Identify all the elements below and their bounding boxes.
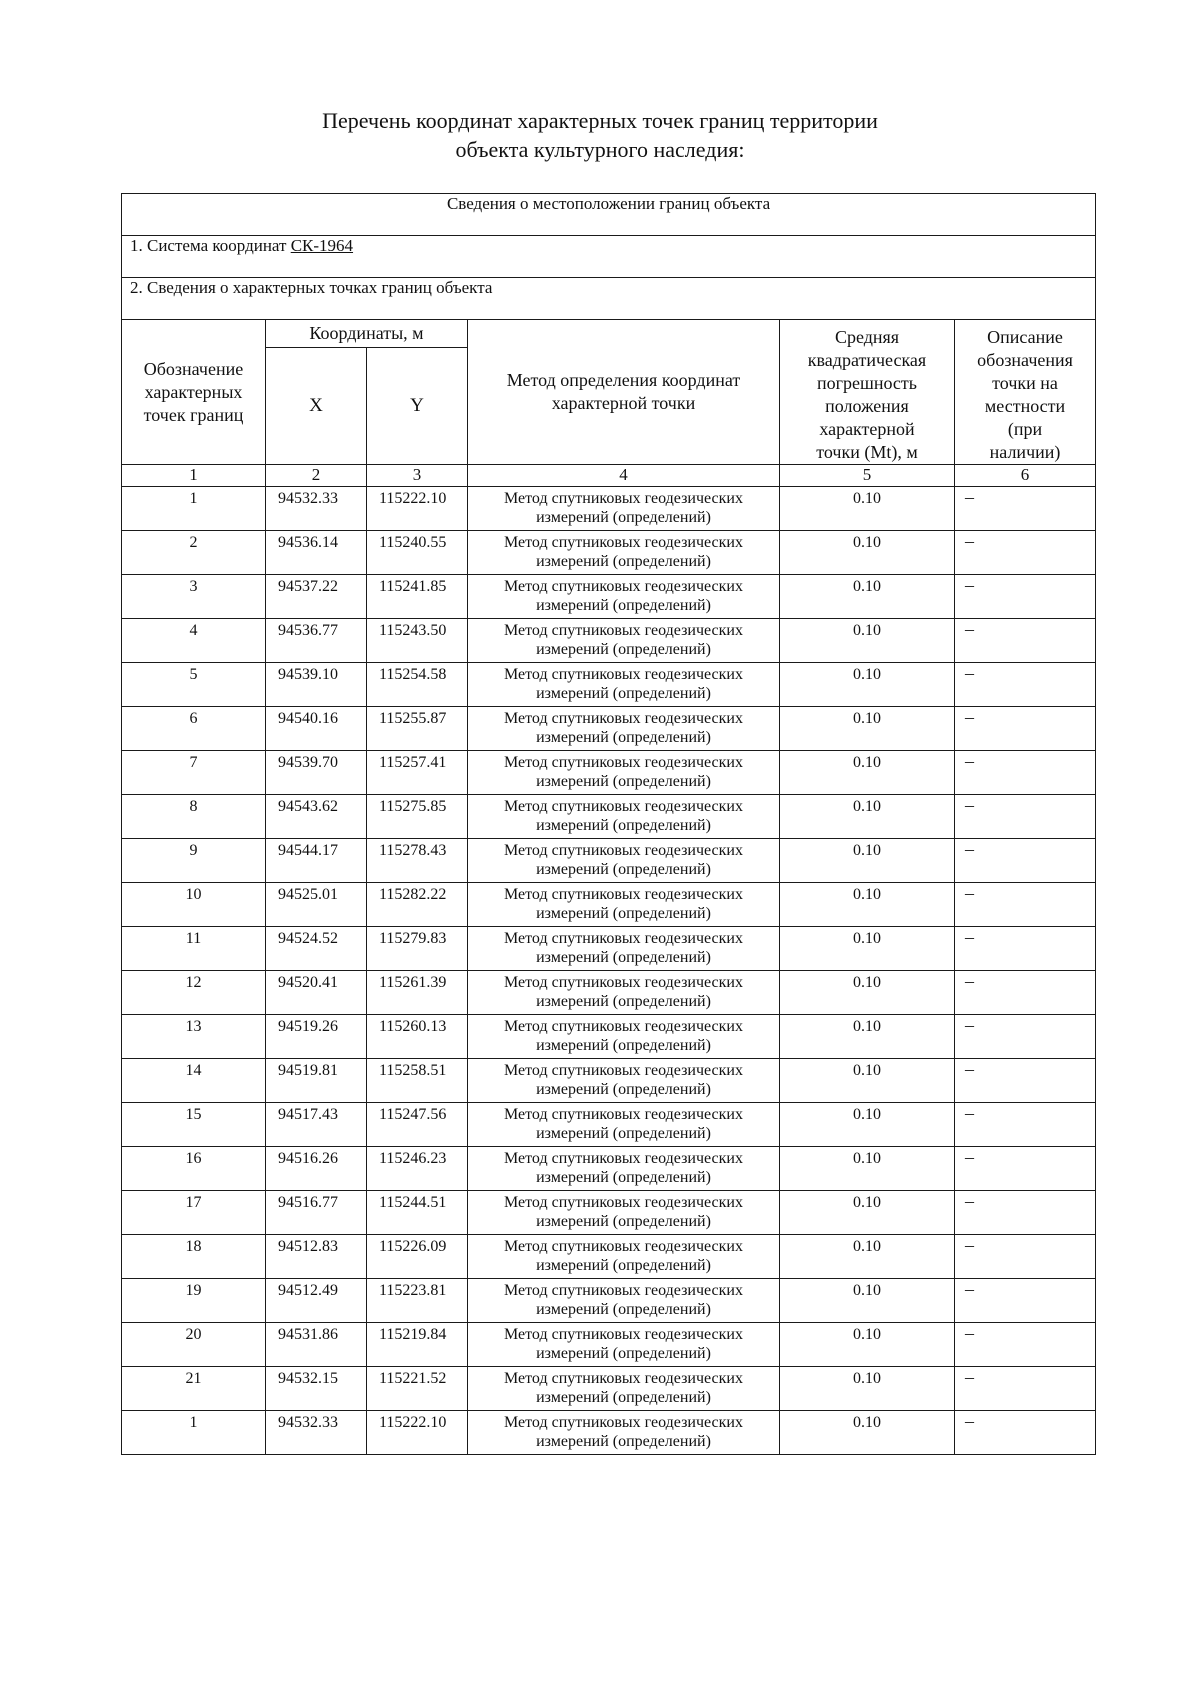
description-cell: – [955, 1411, 1096, 1455]
col-point-header-line: характерных [144, 381, 243, 402]
error-cell: 0.10 [780, 839, 955, 883]
method-line: измерений (определений) [536, 861, 711, 878]
method-line: Метод спутниковых геодезических [504, 754, 743, 771]
y-coordinate-cell: 115240.55 [367, 531, 468, 575]
table-row [122, 1015, 1096, 1059]
method-cell [468, 1191, 780, 1235]
method-cell [468, 619, 780, 663]
table-row [122, 1323, 1096, 1367]
method-line: Метод спутниковых геодезических [504, 578, 743, 595]
table-row [122, 663, 1096, 707]
method-line: измерений (определений) [536, 949, 711, 966]
y-coordinate-cell: 115222.10 [367, 1411, 468, 1455]
method-line: измерений (определений) [536, 1125, 711, 1142]
method-line: измерений (определений) [536, 641, 711, 658]
method-line: Метод спутниковых геодезических [504, 1238, 743, 1255]
method-cell [468, 1015, 780, 1059]
document-title [0, 106, 1200, 164]
error-cell: 0.10 [780, 663, 955, 707]
col-error-header-line: квадратическая [807, 350, 927, 370]
y-coordinate-cell: 115244.51 [367, 1191, 468, 1235]
error-cell: 0.10 [780, 575, 955, 619]
error-cell: 0.10 [780, 1191, 955, 1235]
y-coordinate-cell: 115278.43 [367, 839, 468, 883]
table-row [122, 1367, 1096, 1411]
column-number: 6 [955, 465, 1096, 487]
col-desc-header-line: обозначения [977, 350, 1073, 370]
table-row [122, 883, 1096, 927]
table-row [122, 751, 1096, 795]
table-row [122, 927, 1096, 971]
coordinates-table [121, 193, 1096, 1455]
method-cell [468, 1411, 780, 1455]
error-cell: 0.10 [780, 1147, 955, 1191]
col-error-header-line: точки (Mt), м [816, 442, 918, 462]
error-cell: 0.10 [780, 1235, 955, 1279]
x-coordinate-cell: 94543.62 [266, 795, 367, 839]
description-cell: – [955, 707, 1096, 751]
error-cell: 0.10 [780, 619, 955, 663]
method-cell [468, 1147, 780, 1191]
point-id-cell: 21 [122, 1367, 266, 1411]
table-row [122, 1411, 1096, 1455]
method-line: измерений (определений) [536, 553, 711, 570]
description-cell: – [955, 1279, 1096, 1323]
description-cell: – [955, 839, 1096, 883]
error-cell: 0.10 [780, 707, 955, 751]
method-line: измерений (определений) [536, 1345, 711, 1362]
method-line: Метод спутниковых геодезических [504, 1414, 743, 1431]
method-line: Метод спутниковых геодезических [504, 798, 743, 815]
table-row [122, 1103, 1096, 1147]
method-line: Метод спутниковых геодезических [504, 930, 743, 947]
x-coordinate-cell: 94536.14 [266, 531, 367, 575]
method-line: измерений (определений) [536, 1257, 711, 1274]
y-coordinate-cell: 115219.84 [367, 1323, 468, 1367]
y-coordinate-cell: 115255.87 [367, 707, 468, 751]
x-coordinate-cell: 94539.70 [266, 751, 367, 795]
method-line: измерений (определений) [536, 1169, 711, 1186]
column-header-row [122, 320, 1096, 348]
description-cell: – [955, 1235, 1096, 1279]
column-number: 4 [468, 465, 780, 487]
description-cell: – [955, 1191, 1096, 1235]
column-number: 5 [780, 465, 955, 487]
point-id-cell: 6 [122, 707, 266, 751]
error-cell: 0.10 [780, 795, 955, 839]
col-point-header [122, 320, 266, 465]
error-cell: 0.10 [780, 1015, 955, 1059]
col-method-header-line: Метод определения координат [506, 370, 741, 390]
point-id-cell: 18 [122, 1235, 266, 1279]
method-cell [468, 707, 780, 751]
method-line: измерений (определений) [536, 1301, 711, 1318]
x-coordinate-cell: 94524.52 [266, 927, 367, 971]
point-id-cell: 20 [122, 1323, 266, 1367]
method-cell [468, 1235, 780, 1279]
method-line: измерений (определений) [536, 597, 711, 614]
method-cell [468, 971, 780, 1015]
y-coordinate-cell: 115282.22 [367, 883, 468, 927]
x-coordinate-cell: 94519.26 [266, 1015, 367, 1059]
description-cell: – [955, 1103, 1096, 1147]
method-cell [468, 487, 780, 531]
method-line: измерений (определений) [536, 729, 711, 746]
description-cell: – [955, 927, 1096, 971]
col-error-header-line: Средняя [834, 327, 900, 347]
method-cell [468, 1059, 780, 1103]
method-cell [468, 1323, 780, 1367]
description-cell: – [955, 531, 1096, 575]
section-header-row [122, 194, 1096, 236]
col-y-header: Y [367, 347, 468, 464]
table-row [122, 487, 1096, 531]
method-cell [468, 839, 780, 883]
point-id-cell: 13 [122, 1015, 266, 1059]
method-cell [468, 575, 780, 619]
description-cell: – [955, 663, 1096, 707]
method-line: измерений (определений) [536, 1037, 711, 1054]
col-x-header: X [266, 347, 367, 464]
x-coordinate-cell: 94512.49 [266, 1279, 367, 1323]
column-number: 3 [367, 465, 468, 487]
x-coordinate-cell: 94525.01 [266, 883, 367, 927]
col-point-header-line: точек границ [143, 404, 244, 425]
document-title-line-1: Перечень координат характерных точек границ территории [322, 108, 878, 133]
method-line: Метод спутниковых геодезических [504, 1282, 743, 1299]
description-cell: – [955, 883, 1096, 927]
section-header: Сведения о местоположении границ объекта [122, 194, 1096, 236]
method-cell [468, 927, 780, 971]
description-cell: – [955, 1367, 1096, 1411]
method-line: измерений (определений) [536, 1389, 711, 1406]
x-coordinate-cell: 94540.16 [266, 707, 367, 751]
x-coordinate-cell: 94519.81 [266, 1059, 367, 1103]
method-line: измерений (определений) [536, 993, 711, 1010]
document-title-line-2: объекта культурного наследия: [455, 137, 745, 162]
method-line: Метод спутниковых геодезических [504, 1150, 743, 1167]
point-id-cell: 4 [122, 619, 266, 663]
table-row [122, 971, 1096, 1015]
table-row [122, 839, 1096, 883]
method-line: Метод спутниковых геодезических [504, 1062, 743, 1079]
col-method-header [468, 320, 780, 465]
description-cell: – [955, 1059, 1096, 1103]
error-cell: 0.10 [780, 487, 955, 531]
method-line: измерений (определений) [536, 773, 711, 790]
x-coordinate-cell: 94532.33 [266, 487, 367, 531]
point-id-cell: 11 [122, 927, 266, 971]
point-id-cell: 16 [122, 1147, 266, 1191]
point-id-cell: 14 [122, 1059, 266, 1103]
method-line: Метод спутниковых геодезических [504, 1194, 743, 1211]
method-cell [468, 1279, 780, 1323]
y-coordinate-cell: 115246.23 [367, 1147, 468, 1191]
point-id-cell: 8 [122, 795, 266, 839]
coord-system [122, 236, 1096, 278]
table-row [122, 1235, 1096, 1279]
method-line: измерений (определений) [536, 1081, 711, 1098]
error-cell: 0.10 [780, 927, 955, 971]
description-cell: – [955, 1323, 1096, 1367]
table-row [122, 707, 1096, 751]
method-line: измерений (определений) [536, 905, 711, 922]
x-coordinate-cell: 94512.83 [266, 1235, 367, 1279]
method-line: Метод спутниковых геодезических [504, 666, 743, 683]
x-coordinate-cell: 94539.10 [266, 663, 367, 707]
error-cell: 0.10 [780, 531, 955, 575]
point-id-cell: 9 [122, 839, 266, 883]
col-point-header-line: Обозначение [143, 358, 244, 379]
error-cell: 0.10 [780, 1059, 955, 1103]
points-header: 2. Сведения о характерных точках границ объекта [122, 278, 1096, 320]
column-number: 2 [266, 465, 367, 487]
description-cell: – [955, 619, 1096, 663]
y-coordinate-cell: 115279.83 [367, 927, 468, 971]
table-row [122, 795, 1096, 839]
method-line: Метод спутниковых геодезических [504, 886, 743, 903]
error-cell: 0.10 [780, 1323, 955, 1367]
error-cell: 0.10 [780, 1367, 955, 1411]
method-line: Метод спутниковых геодезических [504, 710, 743, 727]
y-coordinate-cell: 115221.52 [367, 1367, 468, 1411]
col-desc-header-line: наличии) [989, 442, 1061, 462]
error-cell: 0.10 [780, 1279, 955, 1323]
method-line: Метод спутниковых геодезических [504, 534, 743, 551]
point-id-cell: 2 [122, 531, 266, 575]
column-number: 1 [122, 465, 266, 487]
points-header-row [122, 278, 1096, 320]
method-cell [468, 531, 780, 575]
method-line: Метод спутниковых геодезических [504, 622, 743, 639]
description-cell: – [955, 1015, 1096, 1059]
point-id-cell: 1 [122, 487, 266, 531]
method-cell [468, 1367, 780, 1411]
table-row [122, 1191, 1096, 1235]
point-id-cell: 15 [122, 1103, 266, 1147]
method-line: измерений (определений) [536, 817, 711, 834]
y-coordinate-cell: 115260.13 [367, 1015, 468, 1059]
description-cell: – [955, 487, 1096, 531]
description-cell: – [955, 751, 1096, 795]
point-id-cell: 10 [122, 883, 266, 927]
coord-system-value: СК-1964 [290, 236, 354, 255]
description-cell: – [955, 971, 1096, 1015]
point-id-cell: 5 [122, 663, 266, 707]
method-line: Метод спутниковых геодезических [504, 974, 743, 991]
table-row [122, 531, 1096, 575]
col-desc-header-line: Описание [987, 327, 1063, 347]
method-line: измерений (определений) [536, 1213, 711, 1230]
col-desc-header [955, 320, 1096, 465]
y-coordinate-cell: 115226.09 [367, 1235, 468, 1279]
y-coordinate-cell: 115223.81 [367, 1279, 468, 1323]
x-coordinate-cell: 94536.77 [266, 619, 367, 663]
x-coordinate-cell: 94532.15 [266, 1367, 367, 1411]
method-line: Метод спутниковых геодезических [504, 1326, 743, 1343]
description-cell: – [955, 1147, 1096, 1191]
table-row [122, 1279, 1096, 1323]
y-coordinate-cell: 115257.41 [367, 751, 468, 795]
method-line: Метод спутниковых геодезических [504, 1106, 743, 1123]
method-line: измерений (определений) [536, 1433, 711, 1450]
y-coordinate-cell: 115247.56 [367, 1103, 468, 1147]
error-cell: 0.10 [780, 751, 955, 795]
x-coordinate-cell: 94531.86 [266, 1323, 367, 1367]
y-coordinate-cell: 115222.10 [367, 487, 468, 531]
table-row [122, 1059, 1096, 1103]
point-id-cell: 12 [122, 971, 266, 1015]
point-id-cell: 3 [122, 575, 266, 619]
y-coordinate-cell: 115241.85 [367, 575, 468, 619]
method-line: Метод спутниковых геодезических [504, 1018, 743, 1035]
method-line: измерений (определений) [536, 509, 711, 526]
point-id-cell: 17 [122, 1191, 266, 1235]
error-cell: 0.10 [780, 883, 955, 927]
method-cell [468, 795, 780, 839]
col-desc-header-line: точки на [992, 373, 1058, 393]
x-coordinate-cell: 94517.43 [266, 1103, 367, 1147]
x-coordinate-cell: 94537.22 [266, 575, 367, 619]
col-error-header-line: положения [825, 396, 909, 416]
y-coordinate-cell: 115261.39 [367, 971, 468, 1015]
method-line: Метод спутниковых геодезических [504, 842, 743, 859]
col-method-header-line: характерной точки [551, 393, 696, 413]
y-coordinate-cell: 115243.50 [367, 619, 468, 663]
col-coords-header: Координаты, м [266, 320, 468, 348]
point-id-cell: 1 [122, 1411, 266, 1455]
method-line: Метод спутниковых геодезических [504, 1370, 743, 1387]
col-error-header [780, 320, 955, 465]
x-coordinate-cell: 94516.77 [266, 1191, 367, 1235]
y-coordinate-cell: 115258.51 [367, 1059, 468, 1103]
point-id-cell: 7 [122, 751, 266, 795]
x-coordinate-cell: 94516.26 [266, 1147, 367, 1191]
error-cell: 0.10 [780, 1103, 955, 1147]
method-line: измерений (определений) [536, 685, 711, 702]
table-row [122, 1147, 1096, 1191]
coord-system-row [122, 236, 1096, 278]
point-id-cell: 19 [122, 1279, 266, 1323]
column-number-row [122, 465, 1096, 487]
method-cell [468, 663, 780, 707]
x-coordinate-cell: 94544.17 [266, 839, 367, 883]
method-cell [468, 883, 780, 927]
col-desc-header-line: местности [984, 396, 1066, 416]
table-row [122, 619, 1096, 663]
error-cell: 0.10 [780, 1411, 955, 1455]
description-cell: – [955, 575, 1096, 619]
method-cell [468, 1103, 780, 1147]
error-cell: 0.10 [780, 971, 955, 1015]
y-coordinate-cell: 115275.85 [367, 795, 468, 839]
table-row [122, 575, 1096, 619]
col-error-header-line: погрешность [816, 373, 917, 393]
col-desc-header-line: (при [1007, 419, 1043, 439]
x-coordinate-cell: 94520.41 [266, 971, 367, 1015]
x-coordinate-cell: 94532.33 [266, 1411, 367, 1455]
method-line: Метод спутниковых геодезических [504, 490, 743, 507]
y-coordinate-cell: 115254.58 [367, 663, 468, 707]
method-cell [468, 751, 780, 795]
description-cell: – [955, 795, 1096, 839]
coord-system-prefix: 1. Система координат [130, 236, 291, 255]
col-error-header-line: характерной [819, 419, 915, 439]
